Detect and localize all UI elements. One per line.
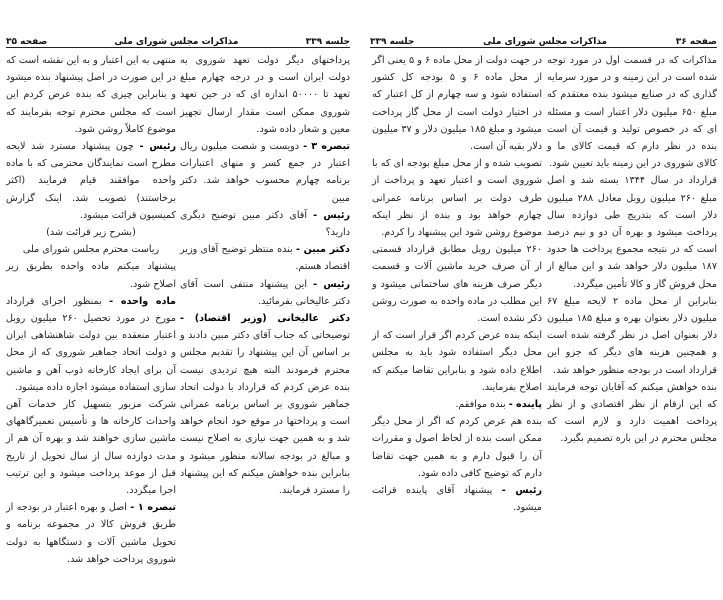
paragraph-text: بنابراین از محل ماده ۲ لایحه مبلغ ۶۷ میلیون دلار بعنوان بهره و مبلغ ۱۸۵ میلیون دلار بعنوان اصل در نظر گرفته شده است و همچنین هزینه های دیگر که جزو این قرارداد است در بودجه منظور خواهد شد. (547, 295, 717, 376)
paragraph-text: پرداختهای دیگر دولت تعهد شوروی به دولت ایران است و در درجه چهارم مبلغ تعهد تا ۵۰۰۰۰ اندازه ای که در حین تعهد شوروی ممکن است مقدار ارسال تجهیز معین و شعار داده شود. (180, 55, 351, 135)
page-header (6, 33, 350, 48)
publication-title: مذاکرات مجلس شورای ملی (483, 37, 608, 47)
paragraph-text: اصل و بهره اعتبار در بودجه از طریق فروش کالا در مجموعه برنامه و تحویل ماشین آلات و دستگاهها به دولت شوروی پرداخت خواهد شد. (6, 502, 176, 565)
session-number: جلسه ۳۳۹ (370, 37, 415, 47)
paragraph (372, 327, 542, 396)
paragraph-text: در جهت دولت از محل ماده ۶ و ۵ یعنی اگر از محل ماده ۶ و ۵ بودجه کل کشور استفاده شود و سه چهارم از کل اعتبار که در اختیار دولت است از محل گاز پرداخت میشود و مبلغ ۱۸۵ میلیون دلار و ۳۷ میلیون دلار بقیه آن است. (372, 55, 543, 153)
paragraph (547, 293, 717, 379)
speaker-label: دکتر مبین - (296, 244, 350, 256)
paragraph (372, 155, 542, 241)
paragraph-text: قرارداد در سال ۱۳۴۴ بسته شد و اصل مبلغ ۲۶۰ میلیون روبل معادل ۲۸۸ میلیون دلار است که بتدریج طی دوازده سال پرداخت میشود و بهره آن دو و نیم درصد است که در نتیجه مجموع پرداخت ها حدود ۱۸۷ میلیون دلار خواهد شد و این مبالغ از محل فروش گاز و کالا تأمین میگردد. (547, 175, 718, 290)
paragraph (6, 396, 176, 499)
speaker-label: رئیس - (501, 485, 542, 497)
paragraph (6, 224, 176, 241)
paragraph-text: چون پیشنهاد مسترد شد لایحه مطرح است نمایندگان محترمی که با ماده واحده موافقند قیام فرمایند (اکثر برخاستند) تصویب شد. اینک گزارش کمیسیون قرائت میشود. (6, 141, 176, 221)
page-header (370, 33, 717, 48)
paragraph-text: تصویب شده و از محل مبلغ بودجه ای که با شوروی است و اعتبار تعهد و پرداخت از طرف دولت بر اساس برنامه عمرانی چهارم خواهد بود و بنده از نظر اینکه موضوع روشن شود این پیشنهاد را کردم. (372, 158, 542, 239)
paragraph (180, 52, 350, 138)
paragraph-text: بمنظور اجرای قرارداد مورخ در مورد تحصیل ۲۶۰ میلیون روبل اعتبار منعقده بین دولت شاهنشاهی ایران و دولت اتحاد جماهیر شوروی که از محل آن برای ایجاد کارخانه ذوب آهن و ماشین سازی استفاده میشود اجازه داده میشود. (6, 295, 176, 393)
paragraph (6, 293, 176, 396)
paragraph (372, 241, 542, 327)
text-column-left (6, 52, 176, 568)
text-column-right (547, 52, 717, 448)
page-number: صفحه ۳۶ (675, 37, 717, 47)
speaker-label: تبصره ۳ - (303, 141, 351, 153)
paragraph-text: ۲۶۰ میلیون روبل مطابق قرارداد قسمتی از آن صرف خرید ماشین آلات و قسمت دیگر صرف هزینه های ساختمانی میشود و این مطلب در ماده واحده به صورت روشن ذکر نشده است. (372, 244, 542, 325)
page-number: صفحه ۳۵ (6, 37, 48, 47)
paragraph-text: منتهی به این اعتبار و به این نقشه است که در این صورت در اصل پیشنهاد بنده میشود و بنابراین چیزی که بنده عرض کردم این است که مجلس محترم توجه بفرمایند که موضوع کاملاً روشن شود. (6, 55, 176, 135)
paragraph (180, 276, 350, 310)
text-column-right (180, 52, 350, 499)
paragraph (547, 379, 717, 448)
paragraph (6, 52, 176, 138)
paragraph-text: شرکت مزبور بتسهیل کار خدمات آهن واحداث کارخانه ها و تأسیس تعمیرگاههای ماشین سازی خواهند شد و بهره آن هم از مدت دوازده سال از سال تحویل از تاریخ قبل از موعد پرداخت میشود و این ترتیب اجرا میگردد. (6, 399, 176, 497)
paragraph (6, 138, 176, 224)
paragraph (180, 310, 350, 499)
paragraph-text: بنده منتظر توضیح آقای وزیر اقتصاد هستم. (180, 244, 350, 273)
paragraph (372, 396, 542, 413)
speaker-label: رئیس - (139, 141, 176, 153)
speaker-label: ماده واحده - (109, 295, 176, 307)
paragraph (180, 138, 350, 207)
paragraph-text: (بشرح زیر قرائت شد) (46, 227, 136, 239)
paragraph (6, 499, 176, 568)
publication-title: مذاکرات مجلس شورای ملی (114, 37, 239, 47)
paragraph (372, 52, 542, 155)
paragraph-text: این پیشنهاد منتفی است آقای دکتر عالیخانی بفرمائید. (180, 278, 350, 307)
paragraph-text: مذاکرات که در قسمت اول در مورد توجه شده است در این زمینه و در مورد سرمایه گذاری که در صنایع میشود بنده معتقدم که مبلغ ۶۵۰ میلیون دلار اعتبار است و مسئله ای که در خصوص تولید و قیمت آن است بنده در نظر دارم که قیمت کالای ما و کالای شوروی در این زمینه باید تعیین شود. (547, 55, 717, 170)
paragraph-text: پیشنهاد آقای پاینده قرائت میشود. (372, 485, 542, 514)
session-number: جلسه ۳۳۹ (305, 37, 350, 47)
paragraph-text: اینکه بنده عرض کردم اگر قرار است که از محل دیگر استفاده شود باید به مجلس اطلاع داده شود و بنابراین تقاضا میکنم که اصلاح بفرمایند. (372, 330, 542, 393)
paragraph-text: بنده هم عرض کردم که اگر از محل دیگر ممکن است بنده از لحاظ اصول و مقررات آن را قبول دارم و به همین جهت تقاضا دارم که توضیح کافی داده شود. (372, 416, 542, 479)
text-column-left (372, 52, 542, 516)
paragraph (547, 52, 717, 172)
speaker-label: رئیس - (313, 278, 350, 290)
paragraph-text: توضیحاتی که جناب آقای دکتر مبین دادند و بر اساس آن این پیشنهاد را تقدیم مجلس محترم فرمودند البته هیچ تردیدی نیست بنده عرض کردم که قرارداد با دولت اتحاد جماهیر شوروی بر اساس برنامه عمرانی است و پرداختها در موقع خود انجام خواهد شد و به همین جهت نیازی به اصلاح نیست و مبالغ در بودجه سالانه منظور میشود و بنابراین بنده خواهش میکنم که این پیشنهاد را مسترد فرمایند. (180, 330, 350, 497)
paragraph-text: آقای دکتر مبین توضیح دیگری دارید؟ (180, 209, 350, 239)
speaker-label: دکتر عالیخانی (وزیر اقتصاد) - (180, 313, 350, 325)
paragraph-text: دویست و شصت میلیون ریال اعتبار در جمع کسر و منهای اعتبارات برنامه چهارم محسوب خواهد شد. دکتر مبین (180, 141, 350, 204)
paragraph (372, 413, 542, 482)
speaker-label: پاینده - (508, 399, 542, 411)
paragraph (180, 241, 350, 275)
paragraph (6, 258, 176, 292)
paragraph-text: ریاست محترم مجلس شورای ملی (22, 244, 160, 256)
paragraph (180, 207, 350, 241)
speaker-label: تبصره ۱ - (130, 502, 176, 514)
paragraph-text: بنده خواهش میکنم که آقایان توجه فرمایند که این ارقام از نظر اقتصادی و از نظر پرداخت اهمیت دارد و لازم است که مجلس محترم در این باره تصمیم بگیرد. (547, 381, 717, 445)
paragraph (547, 172, 717, 292)
paragraph (372, 482, 542, 516)
paragraph-text: بنده موافقم. (455, 399, 506, 411)
paragraph-text: پیشنهاد میکنم ماده واحده بطریق زیر اصلاح شود. (6, 261, 176, 290)
paragraph (6, 241, 176, 258)
speaker-label: رئیس - (313, 209, 350, 221)
